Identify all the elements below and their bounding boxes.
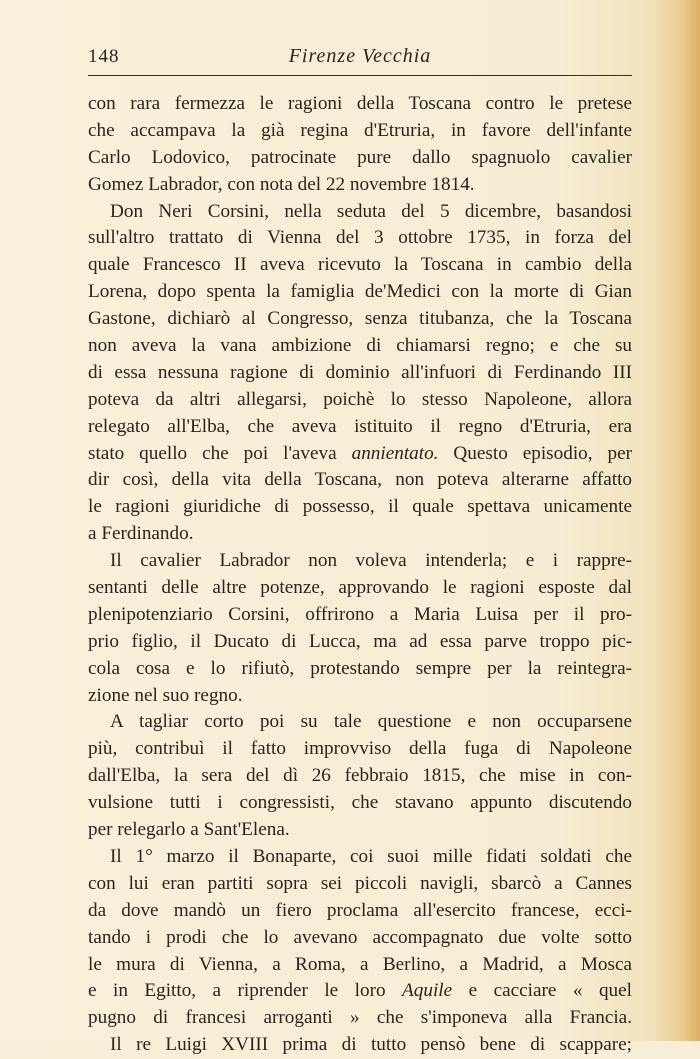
text-line: Don Neri Corsini, nella seduta del 5 dicembre, basandosi [110,200,632,222]
text-line: le ragioni giuridiche di possesso, il quale spettava unicamente [88,496,632,518]
text-line: dall'Elba, la sera del dì 26 febbraio 1815, che mise in con- [88,765,632,787]
page-header [88,44,632,76]
text-line: Il cavalier Labrador non voleva intenderla; e i rappre- [110,550,632,572]
text-line: Il 1° marzo il Bonaparte, coi suoi mille fidati soldati che [110,845,632,867]
body-text [88,91,632,1059]
text-line: Gastone, dichiarò al Congresso, senza titubanza, che la Toscana [88,308,632,330]
text-line: plenipotenziario Corsini, offrirono a Maria Luisa per il pro- [88,603,632,625]
text-line: cola cosa e lo rifiutò, protestando sempre per la reintegra- [88,657,632,679]
text-line: che accampava la già regina d'Etruria, in favore dell'infante [88,119,632,141]
text-line: non aveva la vana ambizione di chiamarsi regno; e che su [88,335,632,357]
italic-word: Aquile [402,980,453,1002]
text-line: prio figlio, il Ducato di Lucca, ma ad essa parve troppo pic- [88,630,632,652]
text-line: relegato all'Elba, che aveva istituito il regno d'Etruria, era [88,415,632,437]
running-title: Firenze Vecchia [288,45,432,67]
text-line: sull'altro trattato di Vienna del 3 ottobre 1735, in forza del [88,227,632,249]
text-line: sentanti delle altre potenze, approvando le ragioni esposte dal [88,577,632,599]
text-segment: e in Egitto, a riprender le loro [88,980,403,1002]
text-line: per relegarlo a Sant'Elena. [88,819,290,841]
text-line: con rara fermezza le ragioni della Toscana contro le pretese [88,93,632,114]
text-line: Lorena, dopo spenta la famiglia de'Medici con la morte di Gian [88,281,632,303]
text-line: zione nel suo regno. [88,684,243,706]
text-line: poteva da altri allegarsi, poichè lo stesso Napoleone, allora [88,388,632,410]
text-line: vulsione tutti i congressisti, che stavano appunto discutendo [88,792,632,814]
text-line: a Ferdinando. [88,523,194,545]
text-line: Il re Luigi XVIII prima di tutto pensò bene di scappare; [110,1034,632,1056]
text-segment: stato quello che poi l'aveva [88,442,352,464]
text-line: A tagliar corto poi su tale questione e non occuparsene [110,711,632,733]
text-line: quale Francesco II aveva ricevuto la Toscana in cambio della [88,254,632,276]
header-rule [88,75,632,76]
text-line: di essa nessuna ragione di dominio all'infuori di Ferdinando III [88,361,632,383]
text-segment: e cacciare « quel [452,980,632,1002]
text-line: da dove mandò un fiero proclama all'esercito francese, ecci- [88,899,632,921]
text-line: Carlo Lodovico, patrocinate pure dallo spagnuolo cavalier [88,146,632,168]
page-edge-shading [686,0,700,1041]
italic-word: annientato. [351,442,439,464]
text-line: pugno di francesi arroganti » che s'imponeva alla Francia. [88,1007,632,1029]
text-line [88,441,632,468]
text-line [88,978,632,1005]
text-segment: Questo episodio, per [438,442,632,464]
text-line: con lui eran partiti sopra sei piccoli navigli, sbarcò a Cannes [88,872,632,894]
text-line: dir così, della vita della Toscana, non poteva alterarne affatto [88,469,632,491]
text-line: più, contribuì il fatto improvviso della fuga di Napoleone [88,738,632,760]
text-line: tando i prodi che lo avevano accompagnato due volte sotto [88,926,632,948]
text-line: le mura di Vienna, a Roma, a Berlino, a Madrid, a Mosca [88,953,632,975]
page-number: 148 [88,46,120,67]
text-line: Gomez Labrador, con nota del 22 novembre 1814. [88,173,475,195]
